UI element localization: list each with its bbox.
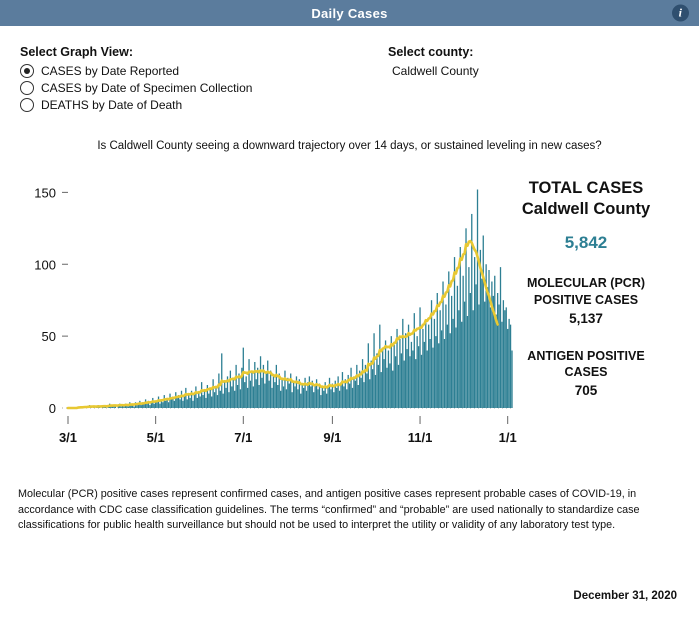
radio-label: CASES by Date of Specimen Collection	[41, 81, 253, 95]
radio-cases-by-date-reported[interactable]	[20, 64, 350, 78]
stats-panel	[491, 178, 681, 398]
svg-text:9/1: 9/1	[323, 430, 342, 445]
radio-deaths-by-date-of-death[interactable]	[20, 98, 350, 112]
chart-canvas	[0, 168, 520, 458]
date-stamp: December 31, 2020	[573, 590, 677, 602]
antigen-label-line1: ANTIGEN POSITIVE	[527, 348, 645, 363]
antigen-label-line2: CASES	[564, 365, 608, 379]
svg-text:150: 150	[34, 185, 56, 201]
svg-text:100: 100	[34, 257, 56, 273]
svg-text:0: 0	[48, 401, 56, 416]
total-cases-county: Caldwell County	[521, 199, 651, 218]
daily-cases-chart	[0, 168, 520, 458]
county-selected-value[interactable]: Caldwell County	[392, 64, 479, 78]
radio-button-icon[interactable]	[20, 81, 34, 95]
county-selector[interactable]	[388, 45, 479, 78]
graph-view-control-group	[20, 45, 350, 115]
radio-button-icon[interactable]	[20, 64, 34, 78]
info-icon[interactable]: i	[672, 5, 689, 22]
total-cases-label: TOTAL CASES	[528, 179, 644, 197]
antigen-value: 705	[574, 383, 598, 399]
svg-text:1/1: 1/1	[498, 430, 517, 445]
radio-label: CASES by Date Reported	[41, 64, 180, 78]
svg-text:5/1: 5/1	[146, 430, 165, 445]
graph-view-heading: Select Graph View:	[20, 45, 134, 59]
molecular-label-line1: MOLECULAR (PCR)	[526, 276, 646, 291]
radio-cases-by-specimen-collection[interactable]	[20, 81, 350, 95]
svg-text:7/1: 7/1	[234, 430, 253, 445]
county-heading: Select county:	[388, 45, 474, 59]
total-cases-value: 5,842	[564, 233, 608, 253]
footnote-text: Molecular (PCR) positive cases represent confirmed cases, and antigen positive cases represent probable cases of COVID-19, in accordance with CDC case classification guidelines. The terms “confirmed” and “probable” are used nationally to standardize case classifications for public health surveillance but should not be used to interpret the utility or validity of any laboratory test type.	[18, 488, 640, 532]
radio-label: DEATHS by Date of Death	[41, 98, 183, 112]
svg-text:11/1: 11/1	[407, 430, 433, 445]
molecular-value: 5,137	[569, 310, 603, 326]
chart-question: Is Caldwell County seeing a downward trajectory over 14 days, or sustained leveling in new cases?	[97, 140, 602, 152]
molecular-label-line2: POSITIVE CASES	[533, 292, 639, 307]
svg-text:3/1: 3/1	[58, 430, 78, 445]
window-title-bar	[0, 0, 699, 26]
svg-text:50: 50	[41, 329, 56, 345]
page-title: Daily Cases	[311, 5, 388, 21]
radio-button-icon[interactable]	[20, 98, 34, 112]
